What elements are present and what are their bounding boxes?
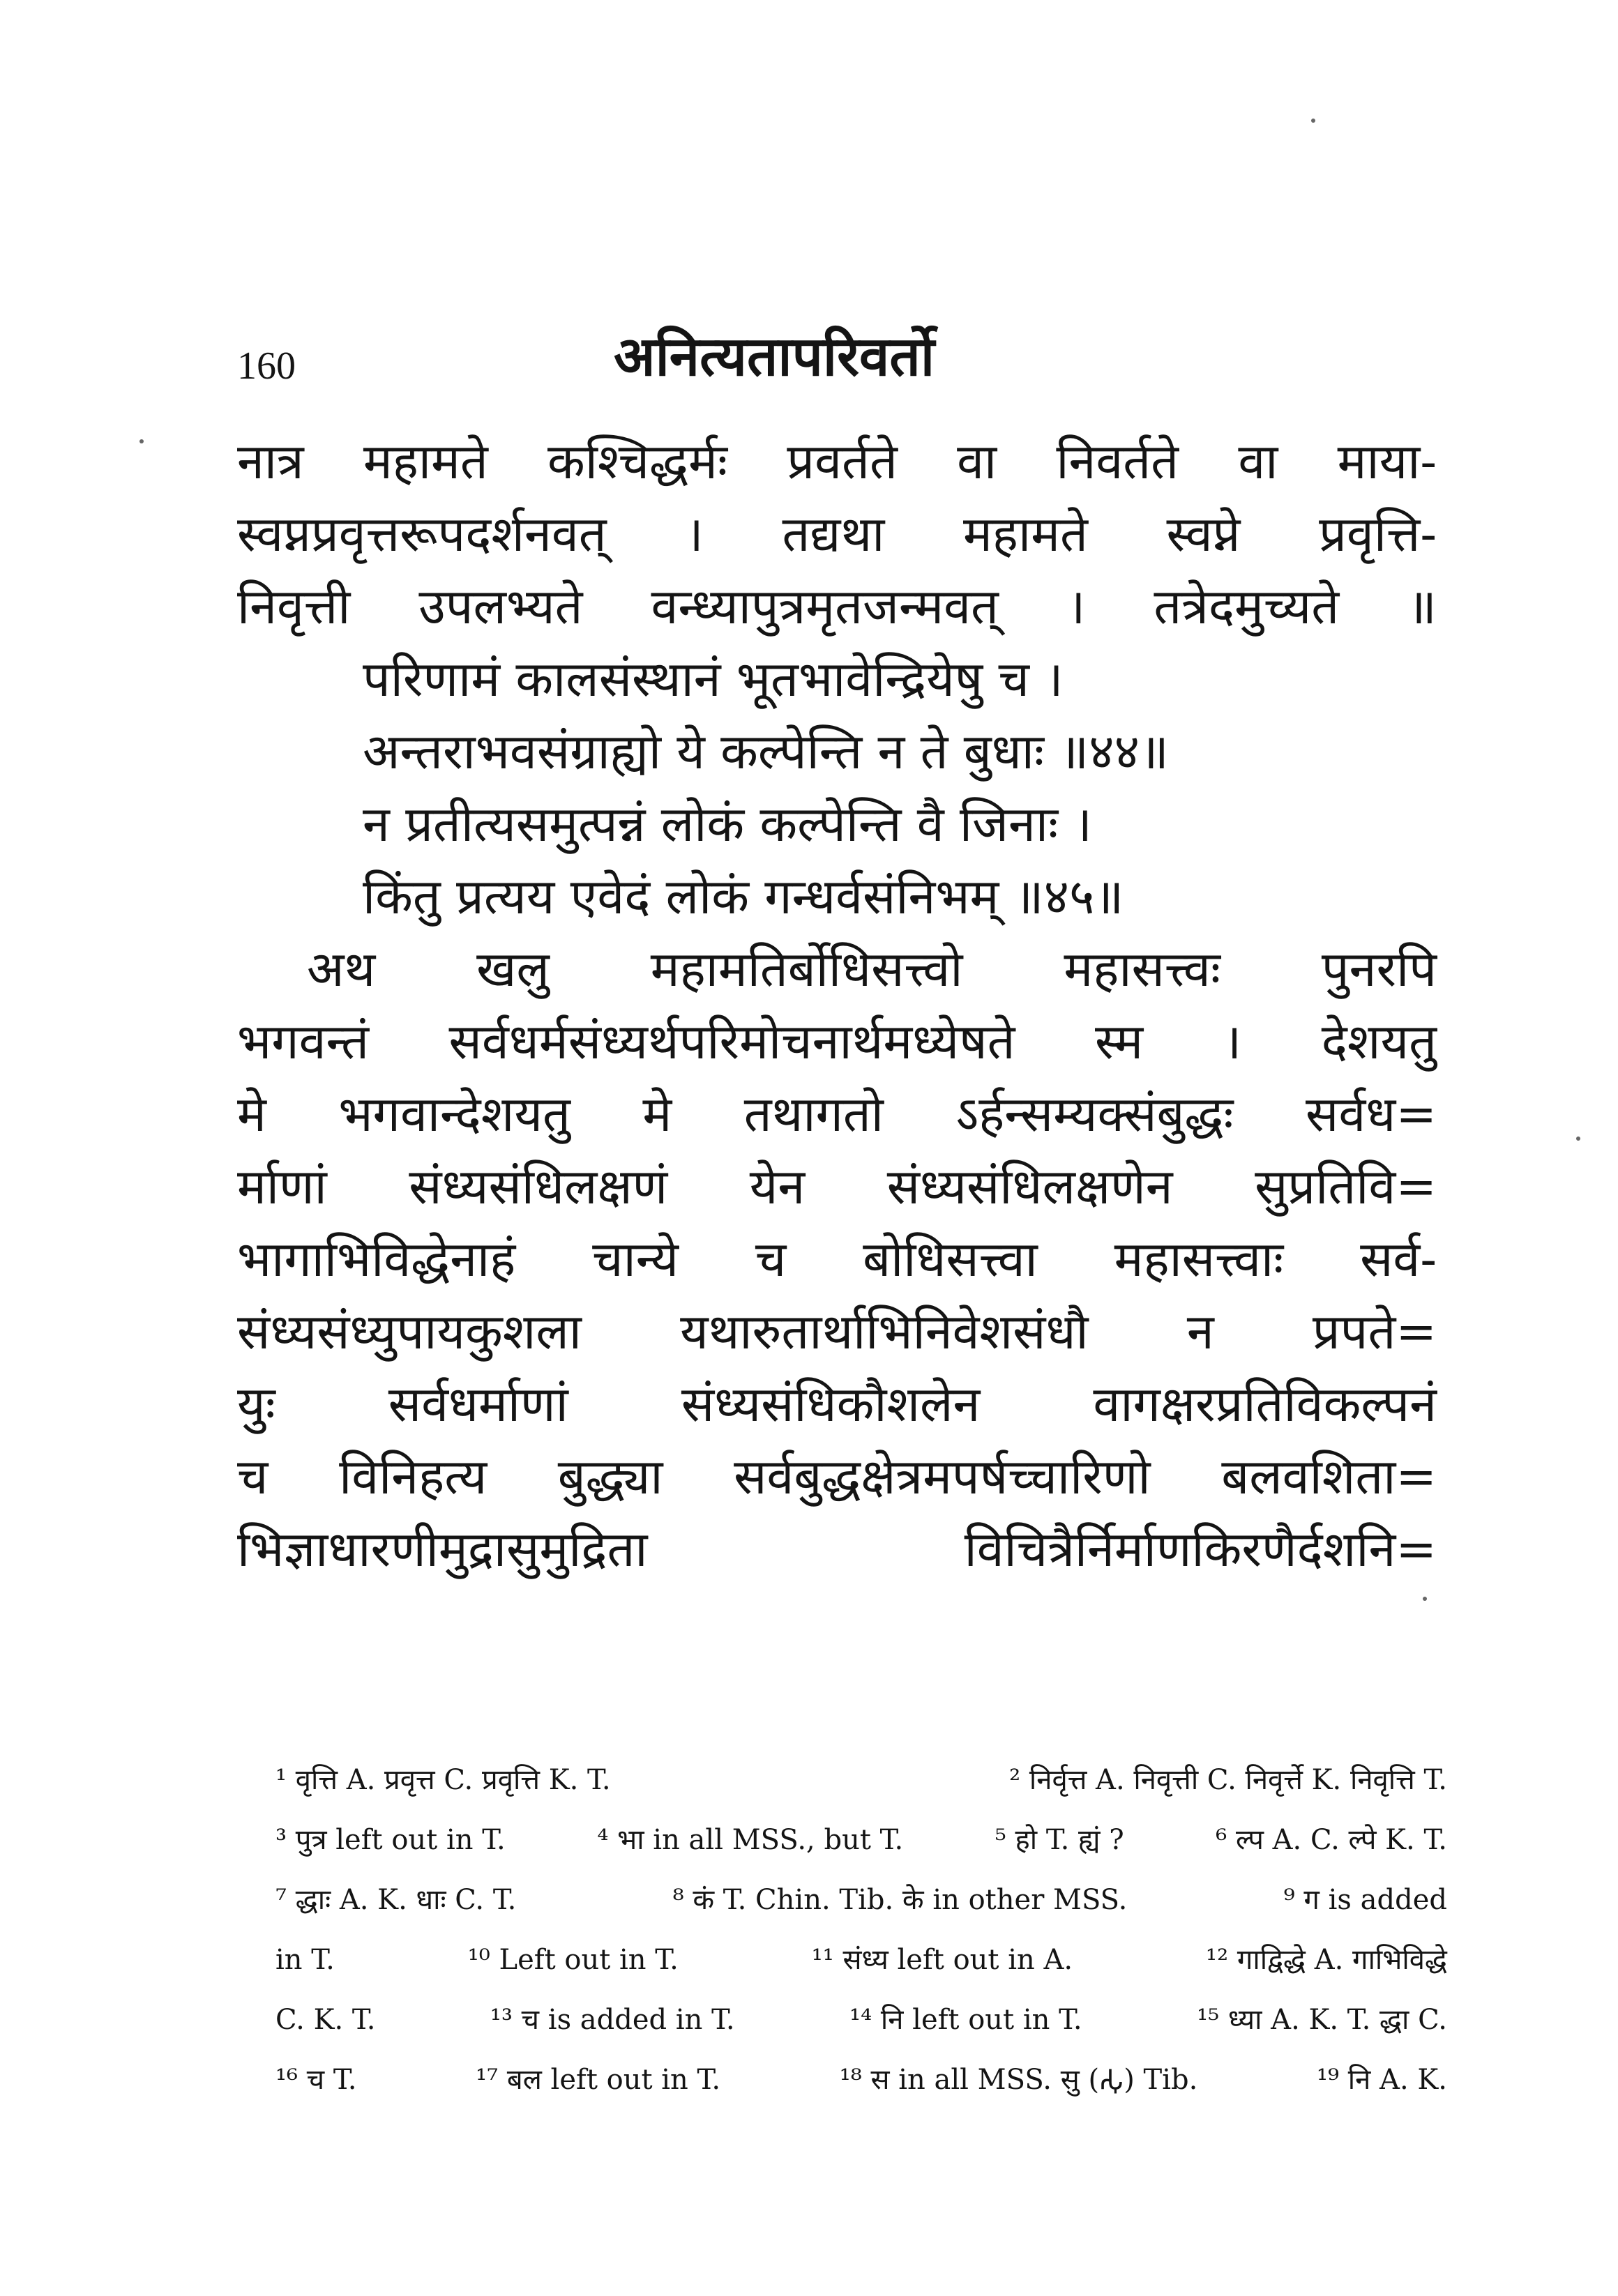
verse-line: किंतु प्रत्यय एवेदं लोकं गन्धर्वसंनिभम् ॥४५॥: [363, 868, 1124, 925]
prose-line: युः सर्वधर्माणां संध्यसंधिकौशलेन वागक्षरप्रतिविकल्पनं: [237, 1376, 1437, 1433]
page-number: 160: [237, 344, 296, 388]
footnote: ¹⁴ नि left out in T.: [849, 2004, 1082, 2036]
footnote: C. K. T.: [275, 2004, 376, 2036]
footnote-row: [275, 1930, 1447, 1990]
verse-line: अन्तराभवसंग्राह्यो ये कल्पेन्ति न ते बुधाः ॥४४॥: [363, 723, 1169, 780]
running-title: अनित्यतापरिवर्तो: [614, 325, 935, 388]
footnote-row: [275, 1750, 1447, 1810]
prose-line: स्वप्नप्रवृत्तरूपदर्शनवत् । तद्यथा महामते स्वप्ने प्रवृत्ति-: [237, 505, 1437, 563]
footnote: ¹⁶ च T.: [275, 2064, 357, 2096]
footnote: ⁵ हो T. ह्यं ?: [995, 1824, 1124, 1856]
prose-line: मे भगवान्देशयतु मे तथागतो ऽर्हन्सम्यक्संबुद्धः सर्वध=: [237, 1086, 1437, 1143]
prose-line: संध्यसंध्युपायकुशला यथारुतार्थाभिनिवेशसंधौ न प्रपते=: [237, 1303, 1437, 1360]
footnote: ¹ वृत्ति A. प्रवृत्त C. प्रवृत्ति K. T.: [275, 1764, 611, 1796]
footnote: ⁴ भा in all MSS., but T.: [597, 1824, 904, 1856]
footnote: ⁶ ल्प A. C. ल्पे K. T.: [1216, 1824, 1447, 1856]
main-text: [237, 425, 1437, 1586]
footnotes: [275, 1750, 1447, 2110]
scan-speck: [1311, 119, 1315, 123]
footnote: ¹² गाद्विद्धे A. गाभिविद्धे: [1206, 1944, 1447, 1976]
footnote: ¹⁰ Left out in T.: [467, 1944, 679, 1976]
verse-line: न प्रतीत्यसमुत्पन्नं लोकं कल्पेन्ति वै जिनाः ।: [363, 796, 1092, 853]
footnote: in T.: [275, 1944, 335, 1976]
prose-line: भागाभिविद्धेनाहं चान्ये च बोधिसत्त्वा महासत्त्वाः सर्व-: [237, 1231, 1437, 1288]
footnote: ¹¹ संध्य left out in A.: [811, 1944, 1073, 1976]
prose-line: भगवन्तं सर्वधर्मसंध्यर्थपरिमोचनार्थमध्येषते स्म । देशयतु: [237, 1013, 1437, 1070]
footnote-row: [275, 1990, 1447, 2050]
footnote: ⁸ कं T. Chin. Tib. के in other MSS.: [672, 1884, 1128, 1916]
footnote: ¹⁷ बल left out in T.: [476, 2064, 721, 2096]
page-header: [237, 317, 1430, 394]
footnote: ⁷ द्धाः A. K. धाः C. T.: [275, 1884, 517, 1916]
footnote-row: [275, 2050, 1447, 2110]
verse-line: परिणामं कालसंस्थानं भूतभावेन्द्रियेषु च ।: [363, 651, 1064, 708]
footnote: ³ पुत्र left out in T.: [275, 1824, 506, 1856]
footnote: ¹³ च is added in T.: [490, 2004, 735, 2036]
footnote: ¹⁹ नि A. K.: [1317, 2064, 1447, 2096]
footnote-row: [275, 1870, 1447, 1930]
footnote-row: [275, 1810, 1447, 1870]
footnote: ⁹ ग is added: [1283, 1884, 1447, 1916]
scan-speck: [1423, 1597, 1427, 1601]
prose-line: भिज्ञाधारणीमुद्रासुमुद्रिता विचित्रैर्निर्माणकिरणैर्दशनि=: [237, 1521, 1437, 1578]
prose-line: र्माणां संध्यसंधिलक्षणं येन संध्यसंधिलक्षणेन सुप्रतिवि=: [237, 1158, 1437, 1215]
prose-line: निवृत्ती उपलभ्यते वन्ध्यापुत्रमृतजन्मवत् । तत्रेदमुच्यते ॥: [237, 578, 1437, 635]
footnote: ² निर्वृत्त A. निवृत्ती C. निवृर्त्ते K. निवृत्ति T.: [1009, 1764, 1447, 1796]
prose-line: च विनिहत्य बुद्ध्या सर्वबुद्धक्षेत्रमपर्षच्चारिणो बलवशिता=: [237, 1448, 1437, 1505]
scan-speck: [1576, 1136, 1580, 1141]
footnote: ¹⁵ ध्या A. K. T. द्धा C.: [1197, 2004, 1447, 2036]
scan-speck: [139, 439, 144, 443]
prose-line: नात्र महामते कश्चिद्धर्मः प्रवर्तते वा निवर्तते वा माया-: [237, 433, 1437, 490]
footnote: ¹⁸ स in all MSS. सु (𑀲𑀼) Tib.: [839, 2064, 1198, 2096]
prose-line: अथ खलु महामतिर्बोधिसत्त्वो महासत्त्वः पुनरपि: [307, 941, 1437, 998]
